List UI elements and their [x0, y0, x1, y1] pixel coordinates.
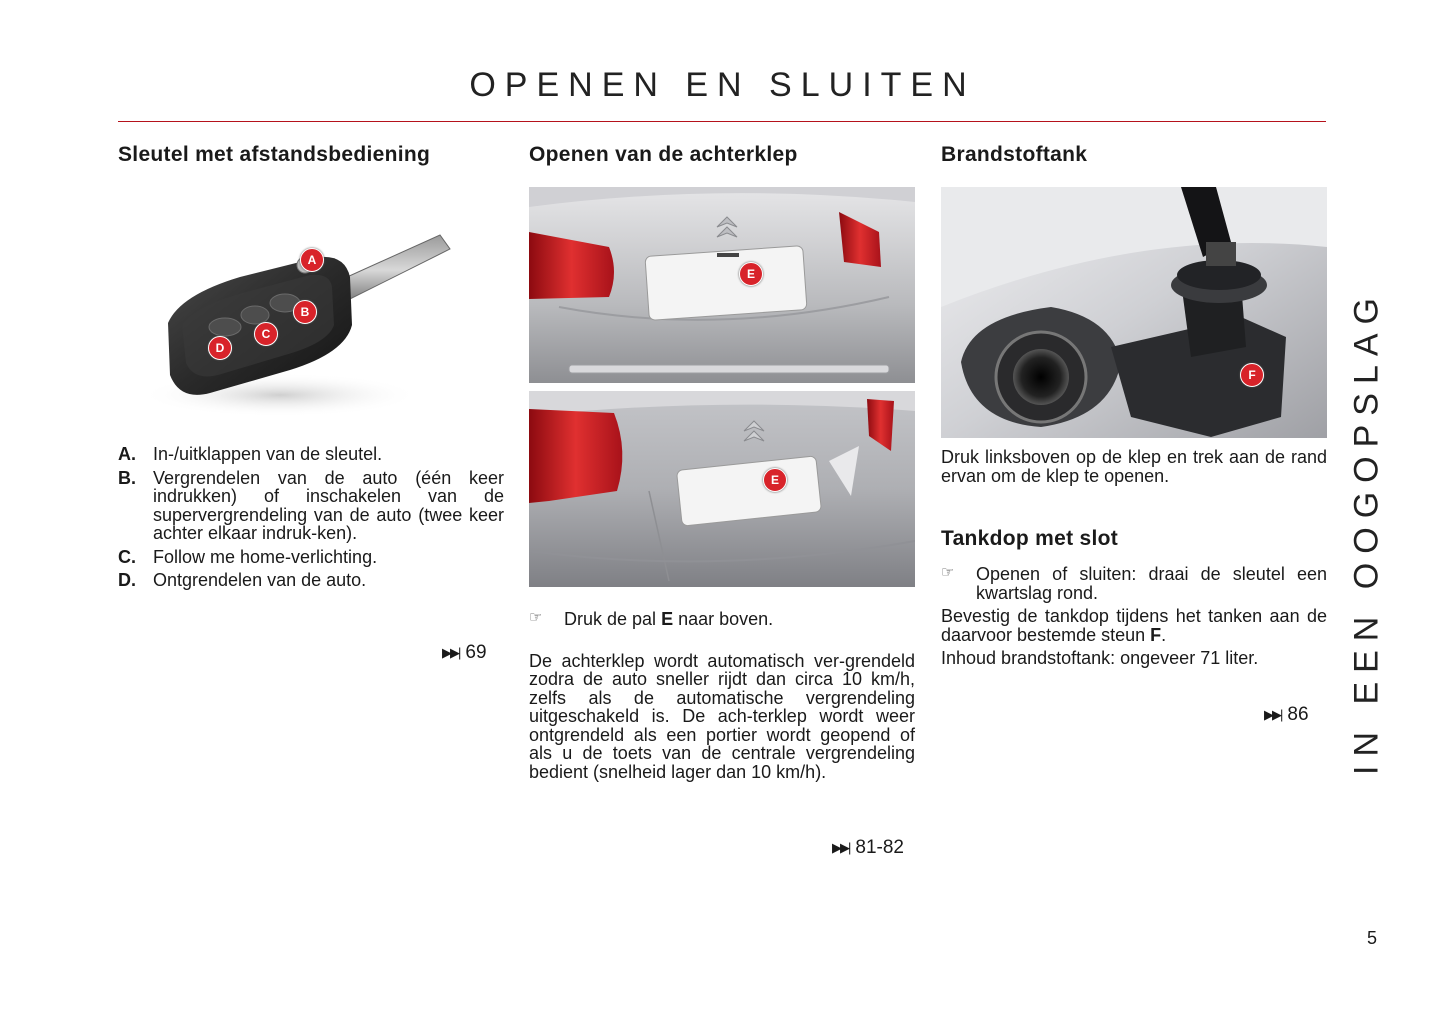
- tailgate-paragraph: De achterklep wordt automatisch ver-grendeld zodra de auto sneller rijdt dan circa 10 km/h, zelfs als de automatische vergrendeling uitgeschakeld is. De ach-terklep wordt weer ontgrendeld als een portier wordt geopend of als u de toets van de centrale vergrendeling bedient (snelheid lager dan 10 km/h).: [529, 650, 915, 782]
- column-fuel-tank: [941, 143, 1327, 167]
- tailgate-instructions: [529, 610, 915, 781]
- fast-forward-icon: ▶▶|: [1264, 707, 1282, 722]
- pointing-hand-icon: ☞: [529, 609, 543, 626]
- column-remote-key: [118, 143, 504, 167]
- fast-forward-icon: ▶▶|: [832, 840, 850, 855]
- marker-a: A: [300, 248, 324, 272]
- fast-forward-icon: ▶▶|: [442, 645, 460, 660]
- heading-locking-cap: Tankdop met slot: [941, 527, 1119, 550]
- heading-fuel-tank: Brandstoftank: [941, 143, 1088, 166]
- page-ref-69[interactable]: ▶▶| 69: [442, 642, 487, 663]
- list-item: C. Follow me home-verlichting.: [118, 546, 378, 567]
- marker-b: B: [293, 300, 317, 324]
- tank-capacity-text: Inhoud brandstoftank: ongeveer 71 liter.: [941, 648, 1259, 668]
- marker-e-bottom: E: [763, 468, 787, 492]
- instruction-bullet: ☞ Openen of sluiten: draai de sleutel een kwartslag rond.: [941, 564, 1327, 603]
- key-fob-image: [140, 215, 470, 425]
- heading-tailgate: Openen van de achterklep: [529, 143, 798, 166]
- page-ref-86[interactable]: ▶▶| 86: [1264, 704, 1309, 725]
- list-item: A. In-/uitklappen van de sleutel.: [118, 444, 383, 464]
- key-functions-list: [118, 445, 504, 595]
- marker-e-top: E: [739, 262, 763, 286]
- marker-c: C: [254, 322, 278, 346]
- fuel-flap-paragraph: Druk linksboven op de klep en trek aan de rand ervan om de klep te openen.: [941, 447, 1327, 486]
- column-tailgate: [529, 143, 915, 167]
- fuel-tank-text: [941, 448, 1327, 668]
- page-ref-81-82[interactable]: ▶▶| 81-82: [832, 837, 904, 858]
- list-item: B. Vergrendelen van de auto (één keer indrukken) of inschakelen van de supervergrendeling van de auto (twee keer achter elkaar indruk-ken).: [118, 467, 504, 543]
- title-divider: [118, 121, 1326, 122]
- marker-d: D: [208, 336, 232, 360]
- section-side-title: IN EEN OOGOPSLAG: [1347, 289, 1386, 775]
- page-number: 5: [1367, 928, 1378, 948]
- pointing-hand-icon: ☞: [941, 564, 955, 581]
- page-title: OPENEN EN SLUITEN: [469, 66, 976, 104]
- instruction-bullet: ☞ Druk de pal E naar boven.: [529, 609, 774, 629]
- cap-holder-paragraph: Bevestig de tankdop tijdens het tanken aan de daarvoor bestemde steun F.: [941, 606, 1327, 645]
- list-item: D. Ontgrendelen van de auto.: [118, 570, 367, 590]
- marker-f: F: [1240, 363, 1264, 387]
- fuel-cap-image: [941, 187, 1327, 438]
- heading-remote-key: Sleutel met afstandsbediening: [118, 143, 431, 166]
- tailgate-image-bottom: [529, 391, 915, 587]
- tailgate-image-top: [529, 187, 915, 383]
